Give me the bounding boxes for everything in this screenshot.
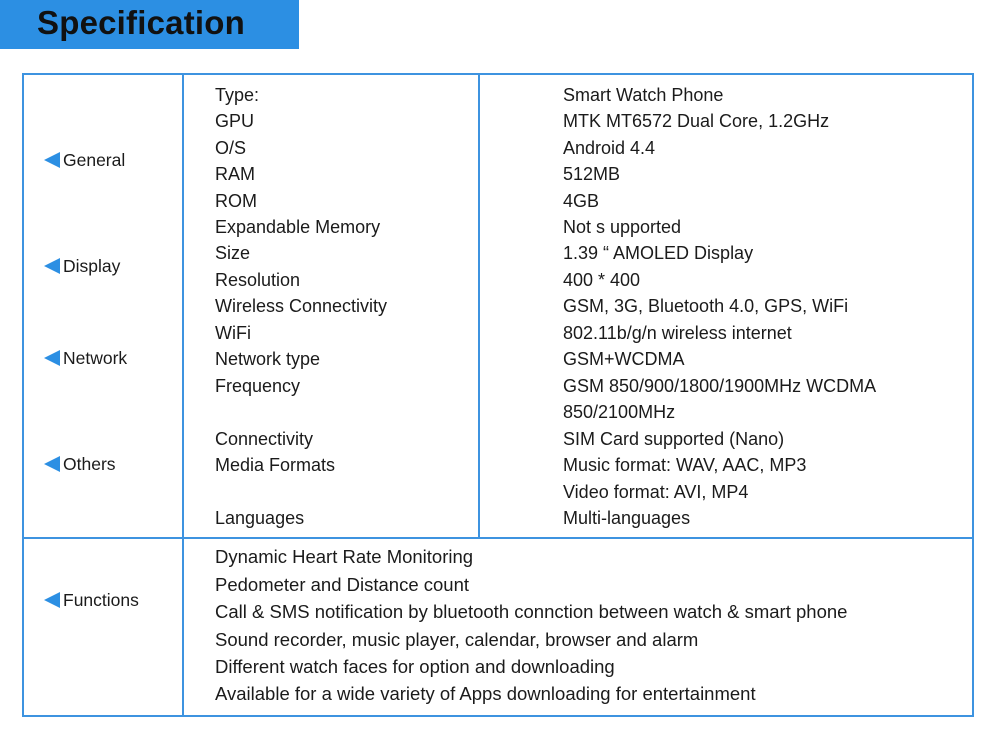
spec-label: Size [215, 243, 251, 263]
spec-value: Android 4.4 [563, 138, 656, 158]
spec-label: O/S [215, 138, 247, 158]
spec-value: SIM Card supported (Nano) [563, 429, 785, 449]
spec-label: Network type [215, 349, 321, 369]
category-label: Others [63, 454, 116, 474]
spec-label: ROM [215, 191, 257, 211]
page-title: Specification [37, 4, 245, 41]
spec-value: Smart Watch Phone [563, 85, 724, 105]
function-item: Pedometer and Distance count [215, 574, 470, 595]
spec-value: Music format: WAV, AAC, MP3 [563, 455, 807, 475]
spec-label: Frequency [215, 376, 301, 396]
arrow-left-icon [44, 350, 60, 366]
spec-value: 802.11b/g/n wireless internet [563, 323, 792, 343]
spec-value: GSM, 3G, Bluetooth 4.0, GPS, WiFi [563, 296, 849, 316]
category-label: Display [63, 256, 121, 276]
arrow-left-icon [44, 456, 60, 472]
arrow-left-icon [44, 152, 60, 168]
function-item: Different watch faces for option and downloading [215, 656, 615, 677]
spec-value: 400 * 400 [563, 270, 641, 290]
title-banner [0, 0, 299, 49]
category-network [44, 348, 127, 368]
spec-label: Wireless Connectivity [215, 296, 388, 316]
spec-value: GSM 850/900/1800/1900MHz WCDMA [563, 376, 877, 396]
arrow-left-icon [44, 258, 60, 274]
spec-label: Expandable Memory [215, 217, 381, 237]
category-label: Functions [63, 590, 139, 610]
function-item: Call & SMS notification by bluetooth connction between watch & smart phone [215, 601, 848, 622]
function-item: Available for a wide variety of Apps downloading for entertainment [215, 683, 756, 704]
spec-value: 1.39 “ AMOLED Display [563, 243, 754, 263]
category-general [44, 150, 125, 170]
spec-value: Not s upported [563, 217, 682, 237]
spec-value: 512MB [563, 164, 621, 184]
spec-label: GPU [215, 111, 255, 131]
spec-label: Connectivity [215, 429, 314, 449]
functions-divider [182, 537, 184, 717]
spec-label: Type: [215, 85, 260, 105]
category-others [44, 454, 116, 474]
category-label: General [63, 150, 126, 170]
spec-value: GSM+WCDMA [563, 349, 685, 369]
spec-value-continued: Video format: AVI, MP4 [563, 482, 749, 502]
category-display [44, 256, 120, 276]
function-item: Dynamic Heart Rate Monitoring [215, 546, 474, 567]
spec-value-divider [478, 73, 480, 539]
spec-label: Resolution [215, 270, 301, 290]
spec-label: RAM [215, 164, 255, 184]
spec-label: WiFi [215, 323, 251, 343]
category-label: Network [63, 348, 128, 368]
spec-value-continued: 850/2100MHz [563, 402, 676, 422]
spec-category-divider [182, 73, 184, 539]
spec-value: Multi-languages [563, 508, 691, 528]
function-item: Sound recorder, music player, calendar, browser and alarm [215, 629, 699, 650]
category-functions [44, 590, 139, 610]
spec-label: Languages [215, 508, 305, 528]
arrow-left-icon [44, 592, 60, 608]
spec-value: 4GB [563, 191, 600, 211]
spec-value: MTK MT6572 Dual Core, 1.2GHz [563, 111, 830, 131]
spec-label: Media Formats [215, 455, 336, 475]
